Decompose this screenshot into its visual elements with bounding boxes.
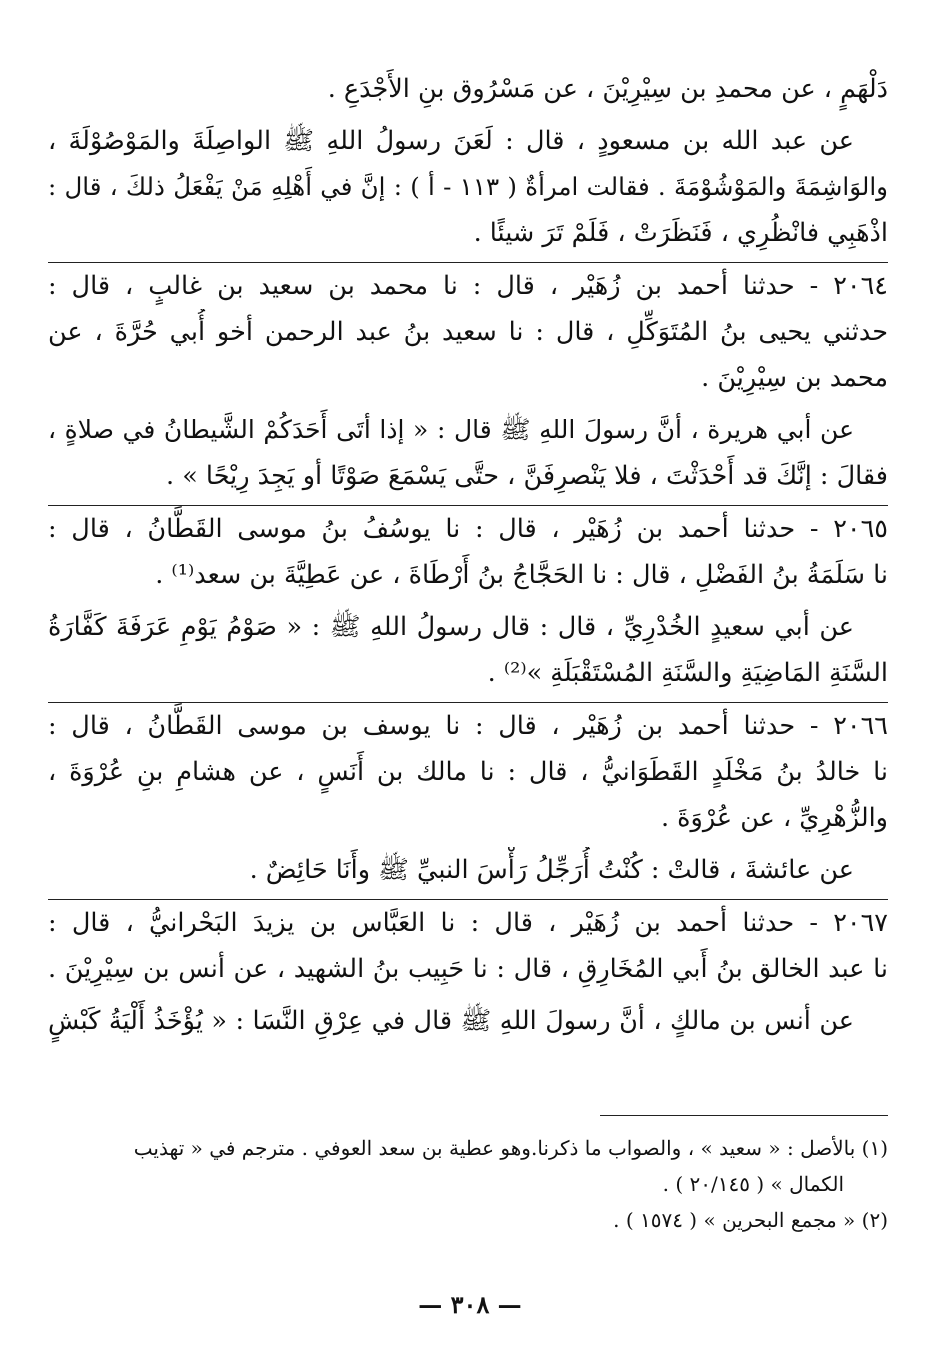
text-line: عن أبي هريرة ، أنَّ رسولَ اللهِ ﷺ قال : « إذا أتَى أَحَدَكُمْ الشَّيطانُ في صلاةٍ ،	[48, 415, 854, 444]
paragraph-hadith-2064	[48, 263, 888, 401]
text-line: والزُّهْرِيِّ ، عن عُرْوَةَ .	[660, 803, 888, 833]
paragraph-matn-2063	[48, 118, 888, 256]
text-line: نا سَلَمَةُ بنُ الفَضْلِ ، قال : نا الحَجَّاجُ بنُ أَرْطَاةَ ، عن عَطِيَّةَ بن سعد⁽¹⁾ .	[155, 560, 888, 590]
paragraph-matn-2065	[48, 604, 888, 696]
footnote-1: (١) بالأصل : « سعيد » ، والصواب ما ذكرنا.وهو عطية بن سعد العوفي . مترجم في « تهذيب	[133, 1136, 888, 1160]
page-number: — ٣٠٨ —	[418, 1290, 522, 1319]
text-line: محمد بن سِيْرِيْنَ .	[701, 363, 888, 393]
text-line: عن عائشةَ ، قالتْ : كُنْتُ أُرَجِّلُ رَأْسَ النبيِّ ﷺ وأَنَا حَائِضٌ .	[249, 855, 854, 885]
text-line: فقالَ : إنَّكَ قد أَحْدَثْتَ ، فلا يَنْصرِفَنَّ ، حتَّى يَسْمَعَ صَوْتًا أو يَجِدَ رِيْحًا » .	[166, 461, 888, 491]
text-line: عن عبد الله بن مسعودٍ ، قال : لَعَنَ رسولُ اللهِ ﷺ الواصِلَةَ والمَوْصُوْلَةَ ،	[48, 126, 854, 156]
text-line: السَّنَةِ المَاضِيَةِ والسَّنَةِ المُسْتَقْبَلَةِ »⁽²⁾ .	[487, 658, 888, 688]
footnotes	[48, 1130, 888, 1238]
paragraph-matn-2066	[48, 847, 888, 893]
text-line: ٢٠٦٦ - حدثنا أحمد بن زُهَيْر ، قال : نا يوسف بن موسى القَطَّانُ ، قال :	[48, 711, 888, 741]
text-line: حدثني يحيى بنُ المُتَوَكِّلِ ، قال : نا سعيد بنُ عبد الرحمن أخو أُبي حُرَّةَ ، عن	[48, 317, 888, 347]
paragraph-hadith-2067	[48, 900, 888, 992]
paragraph-isnad-end	[48, 66, 888, 112]
text-line: نا عبد الخالق بنُ أَبي المُخَارِقِ ، قال : نا حَبِيب بنُ الشهيد ، عن أنس بن سِيْرِيْنَ .	[48, 954, 888, 984]
text-line: ٢٠٦٤ - حدثنا أحمد بن زُهَيْر ، قال : نا محمد بن سعيد بن غالبٍ ، قال :	[48, 271, 888, 301]
paragraph-matn-2067	[48, 998, 888, 1044]
text-line: عن أبي سعيدٍ الخُدْرِيِّ ، قال : قال رسولُ اللهِ ﷺ : « صَوْمُ يَوْمِ عَرَفَةَ كَفَّارَةُ	[48, 612, 854, 642]
text-line: ٢٠٦٧ - حدثنا أحمد بن زُهَيْر ، قال : نا العَبَّاس بن يزيدَ البَحْرانيُّ ، قال :	[48, 908, 888, 938]
text-line: نا خالدُ بنُ مَخْلَدٍ القَطَوَانيُّ ، قال : نا مالك بن أَنَسٍ ، عن هشامِ بنِ عُرْوَةَ ،	[48, 757, 888, 787]
text-line: عن أنس بن مالكٍ ، أنَّ رسولَ اللهِ ﷺ قال في عِرْقِ النَّسَا : « يُؤْخَذُ أَلْيَةُ كَبْشٍ	[48, 1006, 854, 1036]
text-line: اذْهَبِي فانْظُرِي ، فَنَظَرَتْ ، فَلَمْ تَرَ شيئًا .	[473, 218, 888, 248]
paragraph-hadith-2065	[48, 506, 888, 598]
paragraph-hadith-2066	[48, 703, 888, 841]
footnote-divider	[600, 1115, 888, 1116]
footnote-2: (٢) « مجمع البحرين » ( ١٥٧٤ ) .	[613, 1208, 888, 1232]
text-line: دَلْهَمٍ ، عن محمدِ بن سِيْرِيْنَ ، عن مَسْرُوق بنِ الأَجْدَعِ .	[327, 74, 888, 104]
page-body	[48, 66, 888, 1044]
footnote-1-continuation: الكمال » ( ٢٠/١٤٥ ) .	[662, 1172, 844, 1196]
paragraph-matn-2064	[48, 407, 888, 499]
text-line: والوَاشِمَةَ والمَوْشُوْمَةَ . فقالت امرأةٌ ( ١١٣ - أ ) : إنَّ في أَهْلِهِ مَنْ يَفْعَلُ ذلكَ ، قال :	[48, 172, 888, 201]
text-line: ٢٠٦٥ - حدثنا أحمد بن زُهَيْر ، قال : نا يوسُفُ بنُ موسى القَطَّانُ ، قال :	[48, 514, 888, 544]
